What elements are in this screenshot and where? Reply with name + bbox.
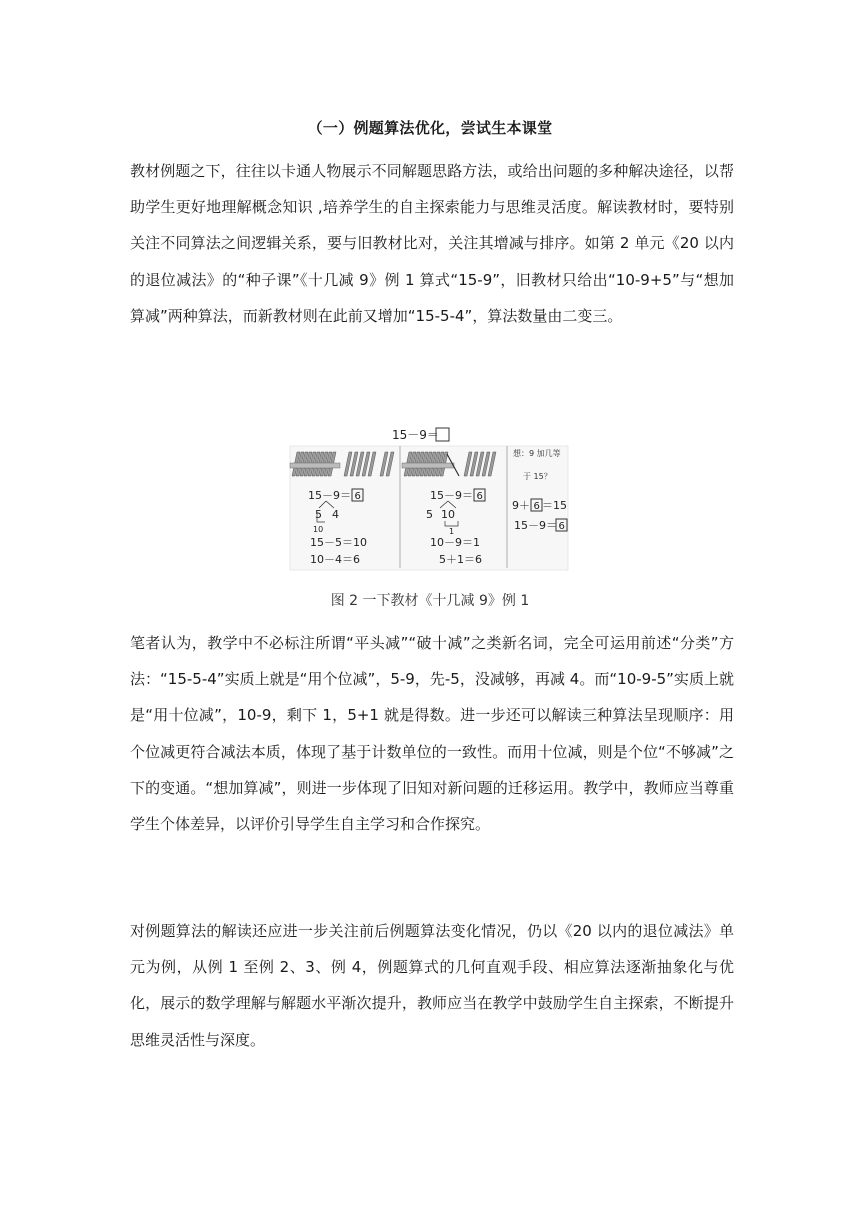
right-eq1-box: 6 — [533, 501, 540, 512]
right-eq1-right: ＝15 — [542, 499, 567, 512]
right-thought-line2: 于 15？ — [523, 472, 552, 481]
left-equation: 15－9＝ — [308, 489, 351, 502]
middle-split-b: 10 — [441, 508, 455, 521]
middle-equation: 15－9＝ — [430, 489, 473, 502]
figure-top-equation: 15－9＝ — [392, 428, 439, 442]
left-answer: 6 — [354, 491, 361, 502]
middle-step2: 5＋1＝6 — [439, 553, 482, 566]
left-split-b: 4 — [332, 508, 339, 521]
right-eq1-left: 9＋ — [512, 499, 530, 512]
figure-caption: 图 2 一下教材《十几减 9》例 1 — [330, 593, 530, 609]
middle-split-a: 5 — [426, 508, 433, 521]
middle-sub-label: 1 — [449, 527, 455, 536]
right-eq2-box: 6 — [558, 521, 565, 532]
paragraph-analysis: 笔者认为，教学中不必标注所谓“平头减”“破十减”之类新名词，完全可运用前述“分类”方法：“15-5-4”实质上就是“用个位减”，5-9，先-5，没减够，再减 4。而“10-9-5”实质上就是“用十位减”，10-9，剩下 1，5+1 就是得数。进一步还可以解读三种算法呈现顺序：用个位减更符合减法本质，体现了基于计数单位的一致性。而用十位减，则是个位“不够减”之下的变通。“想加算减”，则进一步体现了旧知对新问题的迁移运用。教学中，教师应当尊重学生个体差异，以评价引导学生自主学习和合作探究。 — [130, 634, 734, 834]
left-split-a: 5 — [315, 508, 322, 521]
middle-answer: 6 — [476, 491, 483, 502]
paragraph-conclusion: 对例题算法的解读还应进一步关注前后例题算法变化情况，仍以《20 以内的退位减法》单元为例，从例 1 至例 2、3、例 4，例题算式的几何直观手段、相应算法逐渐抽象化与优化，展示的数学理解与解题水平渐次提升，教师应当在教学中鼓励学生自主探索，不断提升思维灵活性与深度。 — [130, 922, 734, 1049]
right-eq2-left: 15－9＝ — [514, 519, 557, 532]
left-step1: 15－5＝10 — [310, 536, 367, 549]
left-step2: 10－4＝6 — [310, 553, 360, 566]
figure-example — [288, 420, 572, 572]
paragraph-intro: 教材例题之下，往往以卡通人物展示不同解题思路方法，或给出问题的多种解决途径，以帮助学生更好地理解概念知识 ,培养学生的自主探索能力与思维灵活度。解读教材时，要特别关注不同算法之间逻辑关系，要与旧教材比对，关注其增减与排序。如第 2 单元《20 以内的退位减法》的“种子课”《十几减 9》例 1 算式“15-9”，旧教材只给出“10-9+5”与“想加算减”两种算法，而新教材则在此前又增加“15-5-4”，算法数量由二变三。 — [130, 162, 734, 325]
right-thought-line1: 想：9 加几等 — [513, 449, 561, 458]
section-heading: （一）例题算法优化，尝试生本课堂 — [307, 119, 553, 137]
left-sub-label: 10 — [313, 525, 324, 534]
middle-step1: 10－9＝1 — [430, 536, 480, 549]
